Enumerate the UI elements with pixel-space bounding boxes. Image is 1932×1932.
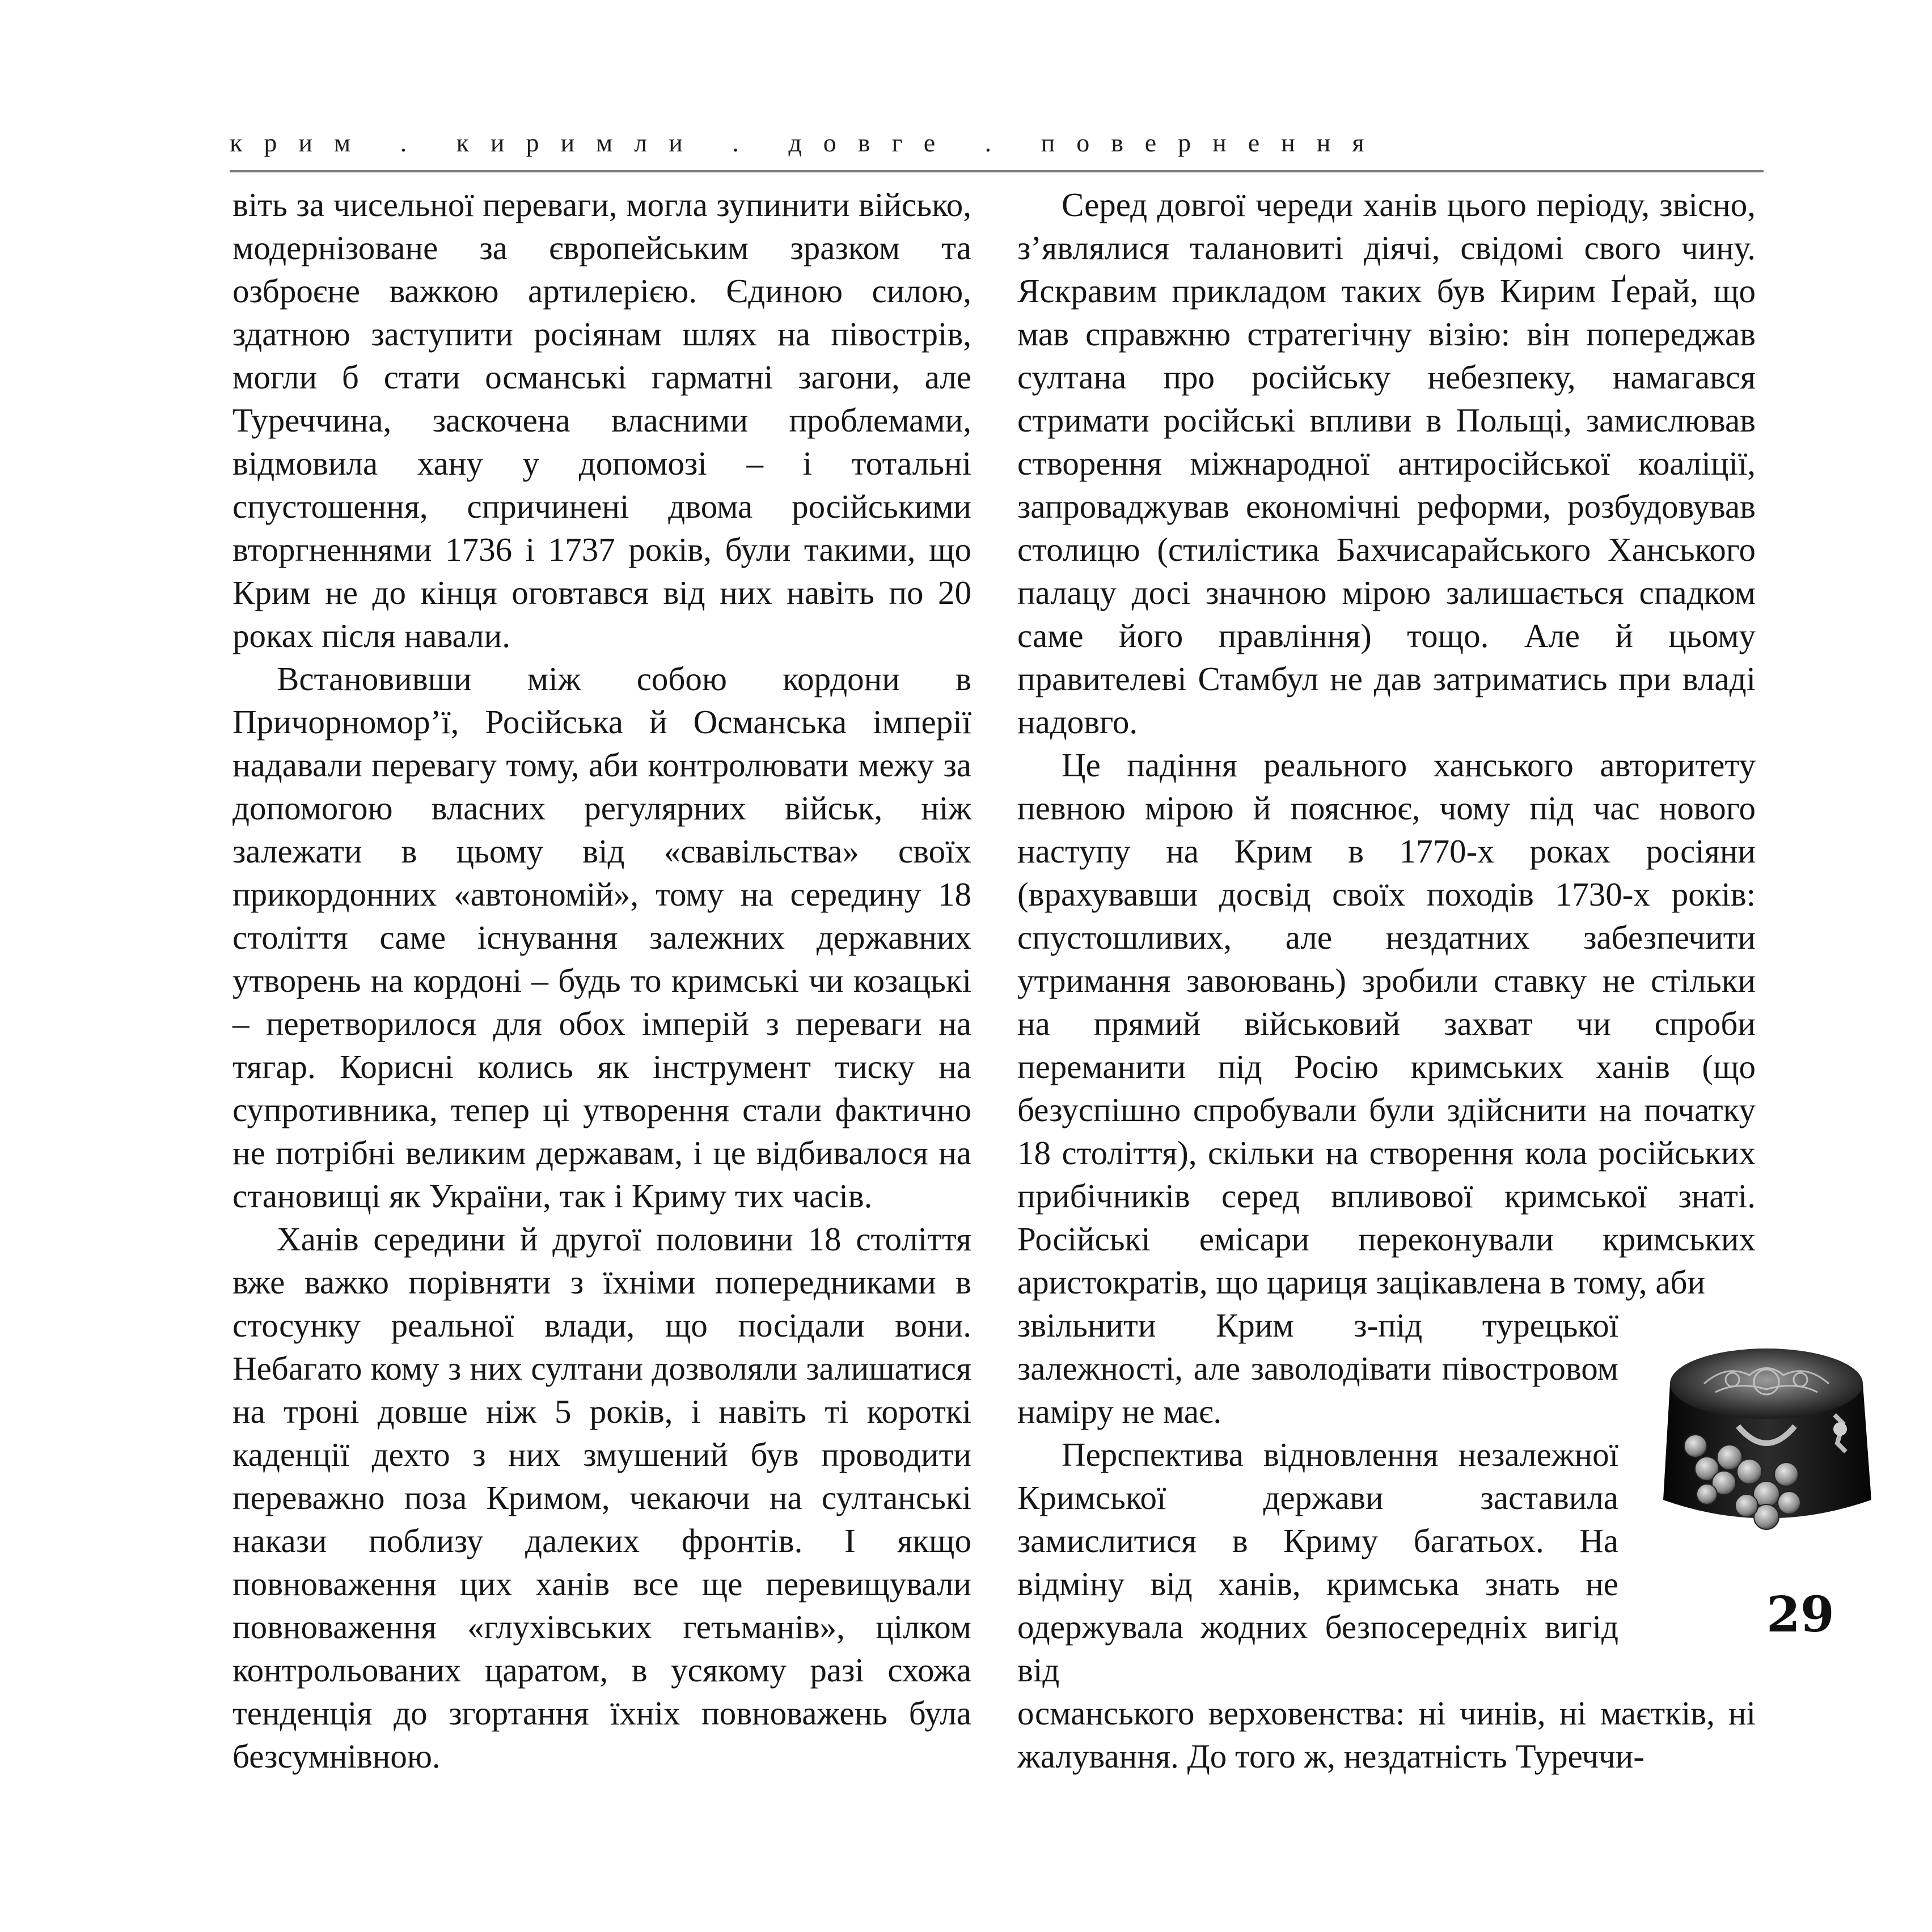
paragraph: віть за чисельної переваги, могла зупинити військо, модернізоване за європейським зразком та озброєне важкою артилерією. Єдиною силою, здатною заступити росіянам шлях на півострів, могли б стати османські гарматні загони, але Туреччина, заскочена власними проблемами, відмовила хану у допомозі – і тотальні спустошення, спричинені двома російськими вторгненнями 1736 і 1737 років, були такими, що Крим не до кінця оговтався від них навіть по 20 роках після навали.	[232, 186, 971, 654]
running-head: крим . киримли . довге . повернення	[230, 128, 1386, 157]
wrapped-text: звільнити Крим з-під турецької залежності, але заволодівати півостровом наміру не має.	[1017, 1307, 1618, 1430]
paragraph-wrapped	[1017, 1304, 1756, 1433]
right-column	[1017, 183, 1756, 1778]
page-number: 29	[1766, 1586, 1834, 1643]
left-column	[232, 183, 971, 1778]
paragraph: Ханів середини й другої половини 18 століття вже важко порівняти з їхніми попередниками в стосунку реальної влади, що посідали вони. Небагато кому з них султани дозволяли залишатися на троні довше ніж 5 років, і навіть ті короткі каденції дехто з них змушений був проводити переважно поза Кримом, чекаючи на султанські накази поблизу далеких фронтів. І якщо повноваження цих ханів все ще перевищували повноваження «глухівських гетьманів», цілком контрольованих царатом, в усякому разі схожа тенденція до згортання їхніх повноважень була безсумнівною.	[232, 1220, 971, 1775]
paragraph-wrapped	[1017, 1433, 1756, 1692]
paragraph: Серед довгої череди ханів цього періоду, звісно, з’являлися талановиті діячі, свідомі свого чину. Яскравим прикладом таких був Кирим Ґерай, що мав справжню стратегічну візію: він попереджав султана про російську небезпеку, намагався стримати російські впливи в Польщі, замислював створення міжнародної антиросійської коаліції, запроваджував економічні реформи, розбудовував столицю (стилістика Бахчисарайського Ханського палацу досі значною мірою залишається спадком саме його правління) тощо. Але й цьому правителеві Стамбул не дав затриматись при владі надовго.	[1017, 186, 1756, 741]
paragraph: османського верховенства: ні чинів, ні маєтків, ні жалування. До того ж, нездатність Туреччи-	[1017, 1694, 1756, 1775]
paragraph: Встановивши між собою кордони в Причорномор’ї, Російська й Османська імперії надавали перевагу тому, аби контролювати межу за допомогою власних регулярних військ, ніж залежати в цьому від «свавільства» своїх прикордонних «автономій», тому на середину 18 століття саме існування залежних державних утворень на кордоні – будь то кримські чи козацькі – перетворилося для обох імперій з переваги на тягар. Корисні колись як інструмент тиску на супротивника, тепер ці утворення стали фактично не потрібні великим державам, і це відбивалося на становищі як України, так і Криму тих часів.	[232, 660, 971, 1215]
coin-headdress-icon	[1653, 1330, 1880, 1557]
wrapped-text: Перспектива відновлення незалежної Кримської держави заставила замислитися в Криму багатьох. На відміну від ханів, кримська знать не одержувала жодних безпосередніх вигід від	[1017, 1436, 1618, 1689]
header-rule	[230, 170, 1764, 172]
paragraph: Це падіння реального ханського авторитету певною мірою й пояснює, чому під час нового наступу на Крим в 1770-х роках росіяни (врахувавши досвід своїх походів 1730-х років: спустошливих, але нездатних забезпечити утримання завоювань) зробили ставку не стільки на прямий військовий захват чи спроби переманити під Росію кримських ханів (що безуспішно спробували були здійснити на початку 18 століття), скільки на створення кола російських прибічників серед впливової кримської знаті. Російські емісари переконували кримських аристократів, що цариця зацікавлена в тому, аби	[1017, 746, 1756, 1301]
